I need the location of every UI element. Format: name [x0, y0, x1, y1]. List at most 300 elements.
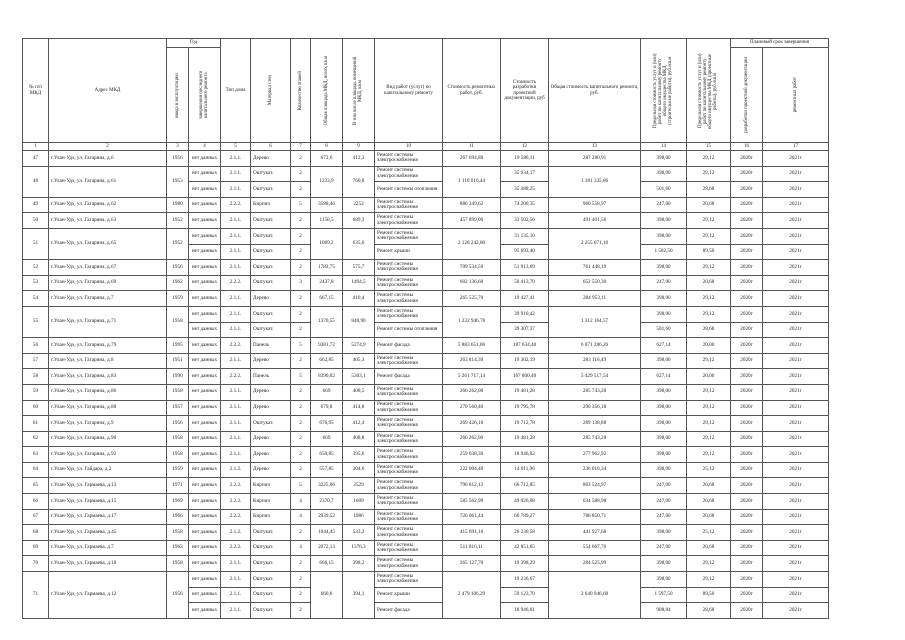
- row-total-area: 650,85: [311, 447, 343, 463]
- row-year-built: 1958: [167, 447, 189, 463]
- row-last-repair: нет данных: [189, 182, 221, 198]
- row-limit-construction: 398,00: [641, 291, 687, 307]
- row-last-repair: нет данных: [189, 244, 221, 260]
- row-design-cost: 59 123,70: [501, 587, 549, 603]
- row-design-deadline: 2020г: [731, 166, 763, 182]
- row-number: 56: [23, 338, 49, 354]
- row-repair-deadline: 2021г: [763, 369, 829, 385]
- row-premises-area: 2529: [343, 478, 375, 494]
- row-repair-deadline: 2021г: [763, 322, 829, 338]
- row-house-type: 2.1.1.: [221, 166, 251, 182]
- row-premises-area: 533,2: [343, 525, 375, 541]
- row-total-area: 1370,55: [311, 306, 343, 337]
- row-repair-deadline: 2021г: [763, 291, 829, 307]
- row-total-area: 1782,75: [311, 260, 343, 276]
- row-total-cost: 441 927,68: [549, 525, 641, 541]
- row-year-built: 1959: [167, 462, 189, 478]
- row-floors: 2: [291, 587, 311, 603]
- row-repair-deadline: 2021г: [763, 587, 829, 603]
- row-year-built: 1957: [167, 400, 189, 416]
- row-house-type: 2.1.1.: [221, 447, 251, 463]
- row-floors: 2: [291, 306, 311, 322]
- row-total-cost: 554 667,76: [549, 540, 641, 556]
- row-floors: 2: [291, 182, 311, 198]
- row-repair-deadline: 2021г: [763, 603, 829, 619]
- row-number: 50: [23, 213, 49, 229]
- row-last-repair: нет данных: [189, 197, 221, 213]
- row-address: г.Улан-Удэ, ул. Гагарина, д.65: [49, 228, 167, 259]
- row-design-cost: 187 634,40: [501, 338, 549, 354]
- header-col-11: Стоимость ремонтных работ, руб.: [443, 39, 501, 143]
- table-row: [23, 275, 829, 291]
- row-number: 51: [23, 228, 49, 259]
- row-total-cost: 491 401,56: [549, 213, 641, 229]
- row-work-type: Ремонт системы электроснабжения: [375, 416, 443, 432]
- row-wall-material: Оштукат.: [251, 416, 291, 432]
- row-repair-cost: 1 110 016,44: [443, 166, 501, 197]
- row-house-type: 2.1.1.: [221, 151, 251, 167]
- row-repair-cost: 511 816,11: [443, 540, 501, 556]
- row-repair-cost: 5 261 717,14: [443, 369, 501, 385]
- row-total-area: 3225,06: [311, 478, 343, 494]
- row-address: г.Улан-Удэ, ул. Гармаева, д.45: [49, 525, 167, 541]
- row-premises-area: 575,7: [343, 260, 375, 276]
- row-design-deadline: 2020г: [731, 197, 763, 213]
- row-year-built: 1951: [167, 353, 189, 369]
- row-design-cost: 19 236,67: [501, 572, 549, 588]
- row-wall-material: Оштукат.: [251, 275, 291, 291]
- row-number: 61: [23, 416, 49, 432]
- row-limit-design: 20,00: [687, 369, 731, 385]
- row-premises-area: 304,6: [343, 462, 375, 478]
- row-wall-material: Оштукат.: [251, 166, 291, 182]
- row-work-type: Ремонт системы отопления: [375, 322, 443, 338]
- row-repair-cost: 585 562,90: [443, 494, 501, 510]
- table-row: [23, 540, 829, 556]
- row-floors: 2: [291, 213, 311, 229]
- row-limit-construction: 398,00: [641, 572, 687, 588]
- row-house-type: 2.1.1.: [221, 182, 251, 198]
- row-repair-deadline: 2021г: [763, 182, 829, 198]
- row-wall-material: Оштукат.: [251, 587, 291, 603]
- row-premises-area: 5274,9: [343, 338, 375, 354]
- row-floors: 2: [291, 556, 311, 572]
- row-work-type: Ремонт системы электроснабжения: [375, 494, 443, 510]
- row-repair-cost: 886 349,62: [443, 197, 501, 213]
- row-year-built: 1956: [167, 572, 189, 619]
- row-wall-material: Панель: [251, 369, 291, 385]
- row-limit-design: 29,12: [687, 260, 731, 276]
- row-repair-deadline: 2021г: [763, 213, 829, 229]
- row-wall-material: Дерево: [251, 353, 291, 369]
- row-premises-area: 394,1: [343, 572, 375, 619]
- header-col-12: Стоимость разработки проектной документации, руб: [501, 39, 549, 143]
- row-last-repair: нет данных: [189, 228, 221, 244]
- row-year-built: 1959: [167, 291, 189, 307]
- column-number: 14: [641, 143, 687, 151]
- table-row: [23, 228, 829, 244]
- row-last-repair: нет данных: [189, 462, 221, 478]
- row-repair-deadline: 2021г: [763, 556, 829, 572]
- row-repair-cost: 796 812,12: [443, 478, 501, 494]
- row-address: г.Улан-Удэ, ул. Гагарина, д.83: [49, 369, 167, 385]
- row-address: г.Улан-Удэ, ул. Гармаева, д.13: [49, 478, 167, 494]
- row-year-built: 1962: [167, 275, 189, 291]
- row-design-deadline: 2020г: [731, 540, 763, 556]
- row-repair-deadline: 2021г: [763, 478, 829, 494]
- row-total-area: 8390,02: [311, 369, 343, 385]
- row-premises-area: 689,3: [343, 213, 375, 229]
- row-premises-area: 2252: [343, 197, 375, 213]
- row-last-repair: нет данных: [189, 369, 221, 385]
- row-last-repair: нет данных: [189, 213, 221, 229]
- table-row: [23, 260, 829, 276]
- column-number: 16: [731, 143, 763, 151]
- row-repair-cost: 266 262,00: [443, 431, 501, 447]
- row-work-type: Ремонт системы электроснабжения: [375, 572, 443, 588]
- row-house-type: 2.1.2.: [221, 525, 251, 541]
- row-limit-design: 20,00: [687, 338, 731, 354]
- table-row: [23, 166, 829, 182]
- row-design-cost: 49 026,08: [501, 494, 549, 510]
- row-wall-material: Оштукат.: [251, 213, 291, 229]
- row-limit-design: 29,12: [687, 151, 731, 167]
- row-floors: 2: [291, 244, 311, 260]
- row-address: г.Улан-Удэ, ул. Гармаева, д.15: [49, 494, 167, 510]
- row-work-type: Ремонт системы электроснабжения: [375, 556, 443, 572]
- row-floors: 4: [291, 540, 311, 556]
- row-work-type: Ремонт системы электроснабжения: [375, 509, 443, 525]
- row-wall-material: Дерево: [251, 400, 291, 416]
- row-repair-deadline: 2021г: [763, 384, 829, 400]
- row-total-cost: 786 850,71: [549, 509, 641, 525]
- row-year-built: 1990: [167, 369, 189, 385]
- table-row: [23, 525, 829, 541]
- row-floors: 5: [291, 197, 311, 213]
- row-house-type: 2.2.2.: [221, 275, 251, 291]
- row-address: г.Улан-Удэ, ул. Гармаева, д.7: [49, 540, 167, 556]
- row-total-cost: 960 558,97: [549, 197, 641, 213]
- header-col-9-text: В том числе площадь помещений МКД, кв.м: [353, 56, 364, 125]
- row-work-type: Ремонт системы электроснабжения: [375, 447, 443, 463]
- row-design-cost: 19 427,41: [501, 291, 549, 307]
- row-design-cost: 95 693,40: [501, 244, 549, 260]
- row-premises-area: 395,6: [343, 447, 375, 463]
- header-col-8: [311, 39, 343, 143]
- row-wall-material: Оштукат.: [251, 306, 291, 322]
- row-repair-deadline: 2021г: [763, 338, 829, 354]
- row-address: г.Улан-Удэ, ул. Гагарина, д.92: [49, 447, 167, 463]
- row-total-cost: 285 743,28: [549, 384, 641, 400]
- capital-repair-table: [22, 38, 829, 619]
- row-limit-design: 29,12: [687, 431, 731, 447]
- row-last-repair: нет данных: [189, 525, 221, 541]
- row-year-built: 1952: [167, 228, 189, 259]
- row-design-cost: 35 934,17: [501, 166, 549, 182]
- header-col-16-text: разработки проектной документации: [744, 57, 749, 133]
- row-last-repair: нет данных: [189, 447, 221, 463]
- row-house-type: 2.1.1.: [221, 322, 251, 338]
- row-house-type: 2.1.1.: [221, 384, 251, 400]
- row-limit-design: 29,12: [687, 306, 731, 322]
- row-house-type: 2.2.2.: [221, 494, 251, 510]
- row-design-cost: 39 307,37: [501, 322, 549, 338]
- row-year-built: 1963: [167, 540, 189, 556]
- header-col-7: [291, 39, 311, 143]
- row-total-area: 669: [311, 384, 343, 400]
- row-year-built: 1958: [167, 525, 189, 541]
- row-limit-construction: 398,00: [641, 525, 687, 541]
- row-design-cost: 19 795,78: [501, 400, 549, 416]
- row-year-built: 1956: [167, 260, 189, 276]
- row-total-area: 2072,13: [311, 540, 343, 556]
- row-design-cost: 26 236,58: [501, 525, 549, 541]
- row-design-cost: 19 481,28: [501, 431, 549, 447]
- row-repair-deadline: 2021г: [763, 228, 829, 244]
- row-work-type: Ремонт системы электроснабжения: [375, 306, 443, 322]
- row-limit-design: 29,12: [687, 353, 731, 369]
- row-total-area: 2370,7: [311, 494, 343, 510]
- row-design-deadline: 2020г: [731, 306, 763, 322]
- row-last-repair: нет данных: [189, 166, 221, 182]
- row-design-deadline: 2020г: [731, 556, 763, 572]
- row-wall-material: Кирпич: [251, 509, 291, 525]
- table-row: [23, 509, 829, 525]
- table-row: [23, 213, 829, 229]
- row-floors: 2: [291, 400, 311, 416]
- row-work-type: Ремонт фасада: [375, 603, 443, 619]
- row-total-area: 666,15: [311, 556, 343, 572]
- row-last-repair: нет данных: [189, 151, 221, 167]
- row-premises-area: 412,3: [343, 151, 375, 167]
- row-wall-material: Оштукат.: [251, 603, 291, 619]
- row-wall-material: Дерево: [251, 431, 291, 447]
- row-design-deadline: 2020г: [731, 213, 763, 229]
- header-col-15: [687, 39, 731, 143]
- header-col-3: [167, 48, 189, 143]
- row-design-deadline: 2020г: [731, 353, 763, 369]
- row-repair-cost: 265 127,70: [443, 556, 501, 572]
- column-number: 17: [763, 143, 829, 151]
- row-address: г.Улан-Удэ, ул. Гагарина, д.61: [49, 166, 167, 197]
- row-premises-area: 1376,3: [343, 540, 375, 556]
- row-total-cost: 289 138,88: [549, 416, 641, 432]
- row-number: 53: [23, 275, 49, 291]
- row-wall-material: Оштукат.: [251, 260, 291, 276]
- row-limit-design: 28,68: [687, 603, 731, 619]
- row-premises-area: 635,6: [343, 228, 375, 259]
- row-year-built: 1958: [167, 384, 189, 400]
- row-limit-design: 29,12: [687, 572, 731, 588]
- row-floors: 2: [291, 384, 311, 400]
- row-total-cost: 287 280,91: [549, 151, 641, 167]
- row-premises-area: 1494,5: [343, 275, 375, 291]
- row-year-built: 1966: [167, 509, 189, 525]
- row-address: г.Улан-Удэ, ул. Гайдара, д.2: [49, 462, 167, 478]
- row-year-built: 1971: [167, 478, 189, 494]
- row-year-built: 1956: [167, 416, 189, 432]
- row-premises-area: 1609: [343, 494, 375, 510]
- row-floors: 2: [291, 603, 311, 619]
- row-number: 55: [23, 306, 49, 337]
- row-last-repair: нет данных: [189, 509, 221, 525]
- row-floors: 3: [291, 275, 311, 291]
- row-wall-material: Дерево: [251, 291, 291, 307]
- row-total-area: 662,85: [311, 353, 343, 369]
- row-limit-design: 20,68: [687, 275, 731, 291]
- row-total-cost: 283 116,49: [549, 353, 641, 369]
- row-limit-design: 25,12: [687, 462, 731, 478]
- row-repair-deadline: 2021г: [763, 416, 829, 432]
- column-number: 4: [189, 143, 221, 151]
- row-limit-construction: 398,00: [641, 213, 687, 229]
- row-year-built: 1995: [167, 338, 189, 354]
- row-last-repair: нет данных: [189, 338, 221, 354]
- row-design-cost: 60 789,27: [501, 509, 549, 525]
- row-repair-cost: 270 560,40: [443, 400, 501, 416]
- row-premises-area: 398,2: [343, 556, 375, 572]
- row-year-built: 1958: [167, 556, 189, 572]
- table-row: [23, 369, 829, 385]
- row-limit-design: 29,12: [687, 556, 731, 572]
- row-design-cost: 42 851,65: [501, 540, 549, 556]
- row-repair-cost: 266 262,00: [443, 384, 501, 400]
- row-wall-material: Панель: [251, 338, 291, 354]
- row-last-repair: нет данных: [189, 416, 221, 432]
- header-plan-group: Плановый срок завершения: [731, 39, 829, 48]
- row-address: г.Улан-Удэ, ул. Гагарина, д.6: [49, 151, 167, 167]
- row-repair-cost: 726 061,44: [443, 509, 501, 525]
- row-repair-deadline: 2021г: [763, 494, 829, 510]
- row-house-type: 2.1.1.: [221, 572, 251, 588]
- row-address: г.Улан-Удэ, ул. Гагарина, д.62: [49, 197, 167, 213]
- row-limit-design: 29,12: [687, 213, 731, 229]
- row-total-area: 667,15: [311, 291, 343, 307]
- row-floors: 2: [291, 431, 311, 447]
- row-house-type: 2.1.1.: [221, 431, 251, 447]
- row-limit-construction: 247,00: [641, 494, 687, 510]
- row-repair-cost: 457 899,00: [443, 213, 501, 229]
- row-year-built: 1958: [167, 306, 189, 337]
- row-work-type: Ремонт фасада: [375, 369, 443, 385]
- row-repair-deadline: 2021г: [763, 400, 829, 416]
- row-address: г.Улан-Удэ, ул. Гагарина, д.9: [49, 416, 167, 432]
- table-row: [23, 384, 829, 400]
- row-limit-design: 29,12: [687, 447, 731, 463]
- row-premises-area: 5303,1: [343, 369, 375, 385]
- row-total-cost: 2 640 946,68: [549, 572, 641, 619]
- row-design-deadline: 2020г: [731, 478, 763, 494]
- row-design-cost: 66 712,85: [501, 478, 549, 494]
- row-premises-area: 414,8: [343, 400, 375, 416]
- row-design-deadline: 2020г: [731, 572, 763, 588]
- row-work-type: Ремонт системы электроснабжения: [375, 540, 443, 556]
- row-limit-construction: 398,00: [641, 400, 687, 416]
- row-limit-construction: 627,14: [641, 338, 687, 354]
- row-work-type: Ремонт системы электроснабжения: [375, 353, 443, 369]
- row-number: 47: [23, 151, 49, 167]
- row-number: 64: [23, 462, 49, 478]
- header-col-9: [343, 39, 375, 143]
- table-row: [23, 494, 829, 510]
- row-repair-cost: 2 128 242,80: [443, 228, 501, 259]
- row-design-cost: 19 302,19: [501, 353, 549, 369]
- table-body: [23, 151, 829, 619]
- row-address: г.Улан-Удэ, ул. Гагарина, д.8: [49, 353, 167, 369]
- column-number: 9: [343, 143, 375, 151]
- row-floors: 2: [291, 151, 311, 167]
- row-last-repair: нет данных: [189, 291, 221, 307]
- row-number: 48: [23, 166, 49, 197]
- row-house-type: 2.2.2.: [221, 478, 251, 494]
- header-col-6: [251, 39, 291, 143]
- row-house-type: 2.2.2.: [221, 369, 251, 385]
- header-col-4: [189, 48, 221, 143]
- row-limit-design: 20,68: [687, 494, 731, 510]
- row-limit-design: 25,12: [687, 525, 731, 541]
- row-limit-construction: 247,00: [641, 509, 687, 525]
- header-col-10: Вид работ (услуг) по капитальному ремонту: [375, 39, 443, 143]
- row-limit-design: 29,12: [687, 416, 731, 432]
- row-repair-deadline: 2021г: [763, 275, 829, 291]
- row-limit-construction: 398,00: [641, 431, 687, 447]
- table-row: [23, 400, 829, 416]
- row-limit-design: 89,50: [687, 587, 731, 603]
- row-last-repair: нет данных: [189, 384, 221, 400]
- column-number: 7: [291, 143, 311, 151]
- row-wall-material: Оштукат.: [251, 182, 291, 198]
- row-work-type: Ремонт системы электроснабжения: [375, 462, 443, 478]
- row-work-type: Ремонт системы электроснабжения: [375, 166, 443, 182]
- row-house-type: 2.1.1.: [221, 306, 251, 322]
- row-house-type: 2.2.2.: [221, 540, 251, 556]
- row-last-repair: нет данных: [189, 353, 221, 369]
- row-total-cost: 277 962,92: [549, 447, 641, 463]
- row-limit-construction: 398,00: [641, 462, 687, 478]
- row-design-cost: 39 910,42: [501, 306, 549, 322]
- row-limit-construction: 1 597,50: [641, 587, 687, 603]
- column-number: 5: [221, 143, 251, 151]
- row-total-cost: 6 071 286,26: [549, 338, 641, 354]
- row-premises-area: 405,3: [343, 353, 375, 369]
- row-address: г.Улан-Удэ, ул. Гармаева, д.17: [49, 509, 167, 525]
- row-last-repair: нет данных: [189, 603, 221, 619]
- row-design-deadline: 2020г: [731, 244, 763, 260]
- row-limit-construction: 247,00: [641, 478, 687, 494]
- row-repair-deadline: 2021г: [763, 572, 829, 588]
- row-last-repair: нет данных: [189, 431, 221, 447]
- row-work-type: Ремонт системы отопления: [375, 182, 443, 198]
- row-limit-construction: 398,00: [641, 166, 687, 182]
- row-total-area: 669: [311, 431, 343, 447]
- row-design-deadline: 2020г: [731, 384, 763, 400]
- row-repair-deadline: 2021г: [763, 462, 829, 478]
- row-work-type: Ремонт системы электроснабжения: [375, 228, 443, 244]
- row-number: 70: [23, 556, 49, 572]
- table-row: [23, 338, 829, 354]
- row-design-deadline: 2020г: [731, 416, 763, 432]
- row-address: г.Улан-Удэ, ул. Гагарина, д.79: [49, 338, 167, 354]
- row-repair-deadline: 2021г: [763, 509, 829, 525]
- row-floors: 5: [291, 338, 311, 354]
- row-total-area: 679,8: [311, 400, 343, 416]
- row-wall-material: Оштукат.: [251, 525, 291, 541]
- row-wall-material: Оштукат.: [251, 556, 291, 572]
- row-wall-material: Дерево: [251, 462, 291, 478]
- row-limit-construction: 398,00: [641, 416, 687, 432]
- row-address: г.Улан-Удэ, ул. Гагарина, д.90: [49, 431, 167, 447]
- row-last-repair: нет данных: [189, 322, 221, 338]
